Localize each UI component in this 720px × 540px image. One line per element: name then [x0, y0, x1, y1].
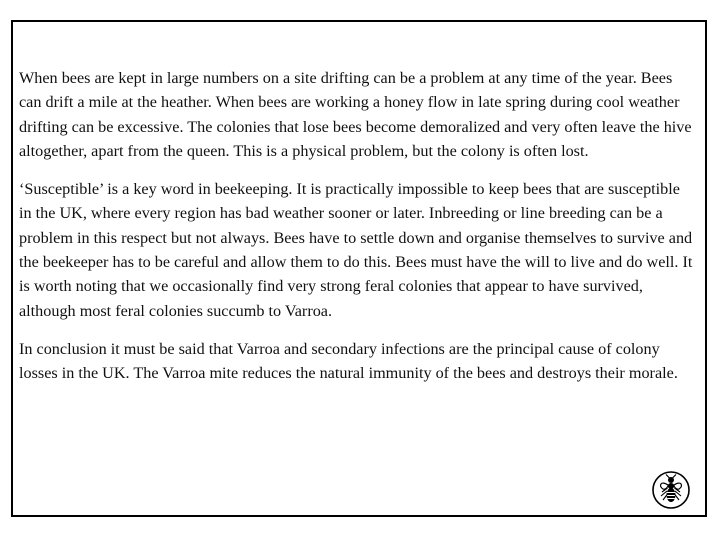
bee-emblem-icon: [651, 470, 691, 510]
slide-body: [19, 66, 695, 400]
paragraph-conclusion: In conclusion it must be said that Varroa and secondary infections are the principal cause of colony losses in the UK. The Varroa mite reduces the natural immunity of the bees and destroys their morale.: [19, 339, 678, 383]
paragraph-susceptible: ‘Susceptible’ is a key word in beekeeping. It is practically impossible to keep bees that are susceptible in the UK, where every region has bad weather sooner or later. Inbreeding or line breeding can be a problem in this respect but not always. Bees have to settle down and organise themselves to survive and the beekeeper has to be careful and allow them to do this. Bees must have the will to live and do well. It is worth noting that we occasionally find very strong feral colonies that appear to have survived, although most feral colonies succumb to Varroa.: [19, 180, 693, 320]
paragraph-drifting: When bees are kept in large numbers on a site drifting can be a problem at any time of the year. Bees can drift a mile at the heather. When bees are working a honey flow in late spring during cool weather drifting can be excessive. The colonies that lose bees become demoralized and very often leave the hive altogether, apart from the queen. This is a physical problem, but the colony is often lost.: [19, 69, 692, 160]
